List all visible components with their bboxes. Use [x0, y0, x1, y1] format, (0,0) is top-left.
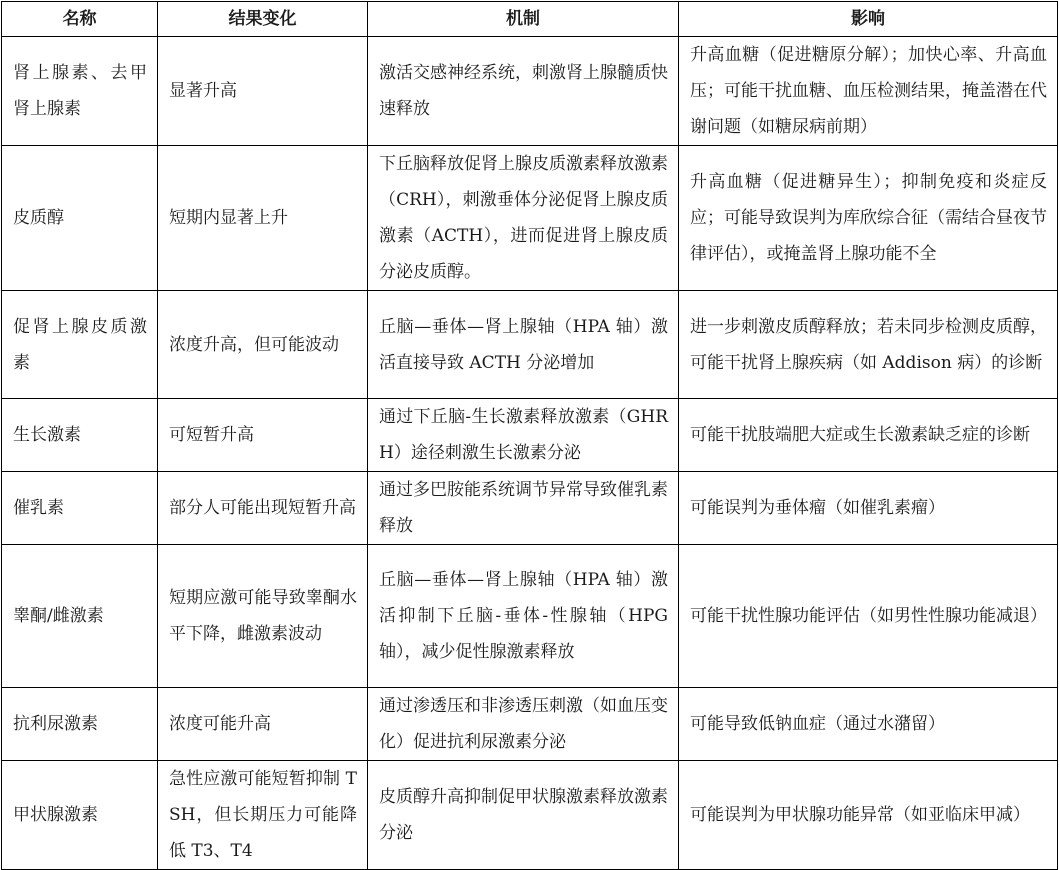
impact: 升高血糖（促进糖原分解）；加快心率、升高血压；可能干扰血糖、血压检测结果，掩盖潜在代谢问题（如糖尿病前期） — [679, 37, 1058, 146]
mechanism: 通过下丘脑-生长激素释放激素（GHRH）途径刺激生长激素分泌 — [368, 399, 679, 472]
impact: 可能误判为垂体瘤（如催乳素瘤） — [679, 472, 1058, 545]
impact: 进一步刺激皮质醇释放；若未同步检测皮质醇，可能干扰肾上腺疾病（如 Addison 病）的诊断 — [679, 291, 1058, 399]
impact: 可能导致低钠血症（通过水潴留） — [679, 688, 1058, 761]
table-row — [2, 472, 1058, 545]
impact: 升高血糖（促进糖异生）；抑制免疫和炎症反应；可能导致误判为库欣综合征（需结合昼夜节律评估），或掩盖肾上腺功能不全 — [679, 146, 1058, 291]
hormone-name: 生长激素 — [2, 399, 158, 472]
hormone-stress-table — [1, 1, 1058, 870]
table-row — [2, 688, 1058, 761]
mechanism: 通过渗透压和非渗透压刺激（如血压变化）促进抗利尿激素分泌 — [368, 688, 679, 761]
table-row — [2, 399, 1058, 472]
mechanism: 丘脑—垂体—肾上腺轴（HPA 轴）激活抑制下丘脑-垂体-性腺轴（HPG 轴），减少促性腺激素释放 — [368, 545, 679, 688]
mechanism: 通过多巴胺能系统调节异常导致催乳素释放 — [368, 472, 679, 545]
result-change: 部分人可能出现短暂升高 — [158, 472, 368, 545]
hormone-name: 睾酮/雌激素 — [2, 545, 158, 688]
hormone-name: 甲状腺激素 — [2, 761, 158, 870]
result-change: 短期内显著上升 — [158, 146, 368, 291]
result-change: 浓度升高，但可能波动 — [158, 291, 368, 399]
result-change: 浓度可能升高 — [158, 688, 368, 761]
table-header-row — [2, 2, 1058, 37]
impact: 可能干扰肢端肥大症或生长激素缺乏症的诊断 — [679, 399, 1058, 472]
mechanism: 下丘脑释放促肾上腺皮质激素释放激素（CRH），刺激垂体分泌促肾上腺皮质激素（ACTH），进而促进肾上腺皮质分泌皮质醇。 — [368, 146, 679, 291]
impact: 可能误判为甲状腺功能异常（如亚临床甲减） — [679, 761, 1058, 870]
result-change: 可短暂升高 — [158, 399, 368, 472]
table-row — [2, 545, 1058, 688]
impact: 可能干扰性腺功能评估（如男性性腺功能减退） — [679, 545, 1058, 688]
header-name: 名称 — [2, 2, 158, 37]
hormone-name: 抗利尿激素 — [2, 688, 158, 761]
mechanism: 皮质醇升高抑制促甲状腺激素释放激素分泌 — [368, 761, 679, 870]
hormone-name: 皮质醇 — [2, 146, 158, 291]
mechanism: 激活交感神经系统，刺激肾上腺髓质快速释放 — [368, 37, 679, 146]
result-change: 短期应激可能导致睾酮水平下降，雌激素波动 — [158, 545, 368, 688]
mechanism: 丘脑—垂体—肾上腺轴（HPA 轴）激活直接导致 ACTH 分泌增加 — [368, 291, 679, 399]
result-change: 显著升高 — [158, 37, 368, 146]
result-change: 急性应激可能短暂抑制 TSH，但长期压力可能降低 T3、T4 — [158, 761, 368, 870]
header-change: 结果变化 — [158, 2, 368, 37]
table-row — [2, 761, 1058, 870]
header-impact: 影响 — [679, 2, 1058, 37]
table-row — [2, 291, 1058, 399]
hormone-name: 肾上腺素、去甲肾上腺素 — [2, 37, 158, 146]
header-mechanism: 机制 — [368, 2, 679, 37]
table-row — [2, 146, 1058, 291]
table-row — [2, 37, 1058, 146]
hormone-name: 促肾上腺皮质激素 — [2, 291, 158, 399]
hormone-name: 催乳素 — [2, 472, 158, 545]
